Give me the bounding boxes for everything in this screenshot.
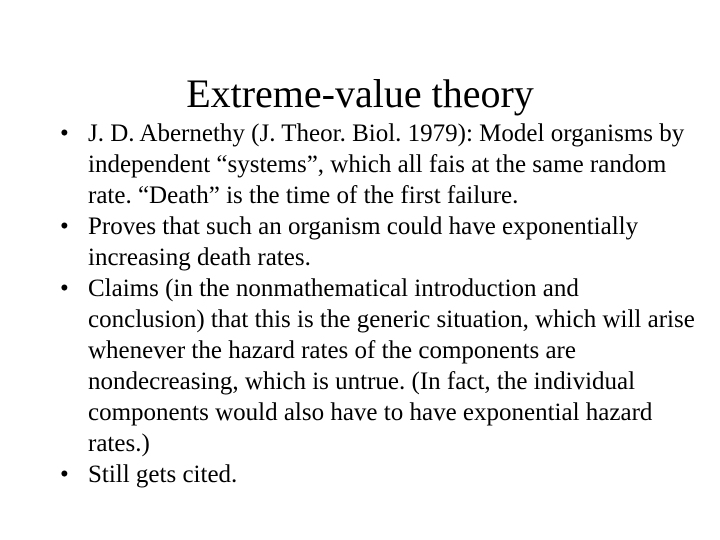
bullet-marker: • <box>60 275 69 302</box>
slide-title: Extreme-value theory <box>186 71 534 116</box>
bullet-item-proves <box>60 211 700 273</box>
bullet-text: Still gets cited. <box>88 461 238 488</box>
bullet-text: Proves that such an organism could have exponentially increasing death rates. <box>88 213 639 271</box>
bullet-marker: • <box>60 120 69 147</box>
bullet-text: Claims (in the nonmathematical introduction and conclusion) that this is the generic situation, which will arise whenever the hazard rates of the components are nondecreasing, which is untrue. (In fact, the individual components would also have to have exponential hazard rates.) <box>88 275 695 457</box>
bullet-list <box>60 118 700 490</box>
bullet-text: J. D. Abernethy (J. Theor. Biol. 1979): Model organisms by independent “systems”, which all fais at the same random rate. “Death” is the time of the first failure. <box>88 120 685 209</box>
bullet-marker: • <box>60 461 69 488</box>
bullet-marker: • <box>60 213 69 240</box>
bullet-item-claims <box>60 273 700 459</box>
bullet-item-cited <box>60 459 700 490</box>
bullet-item-abernethy <box>60 118 700 211</box>
